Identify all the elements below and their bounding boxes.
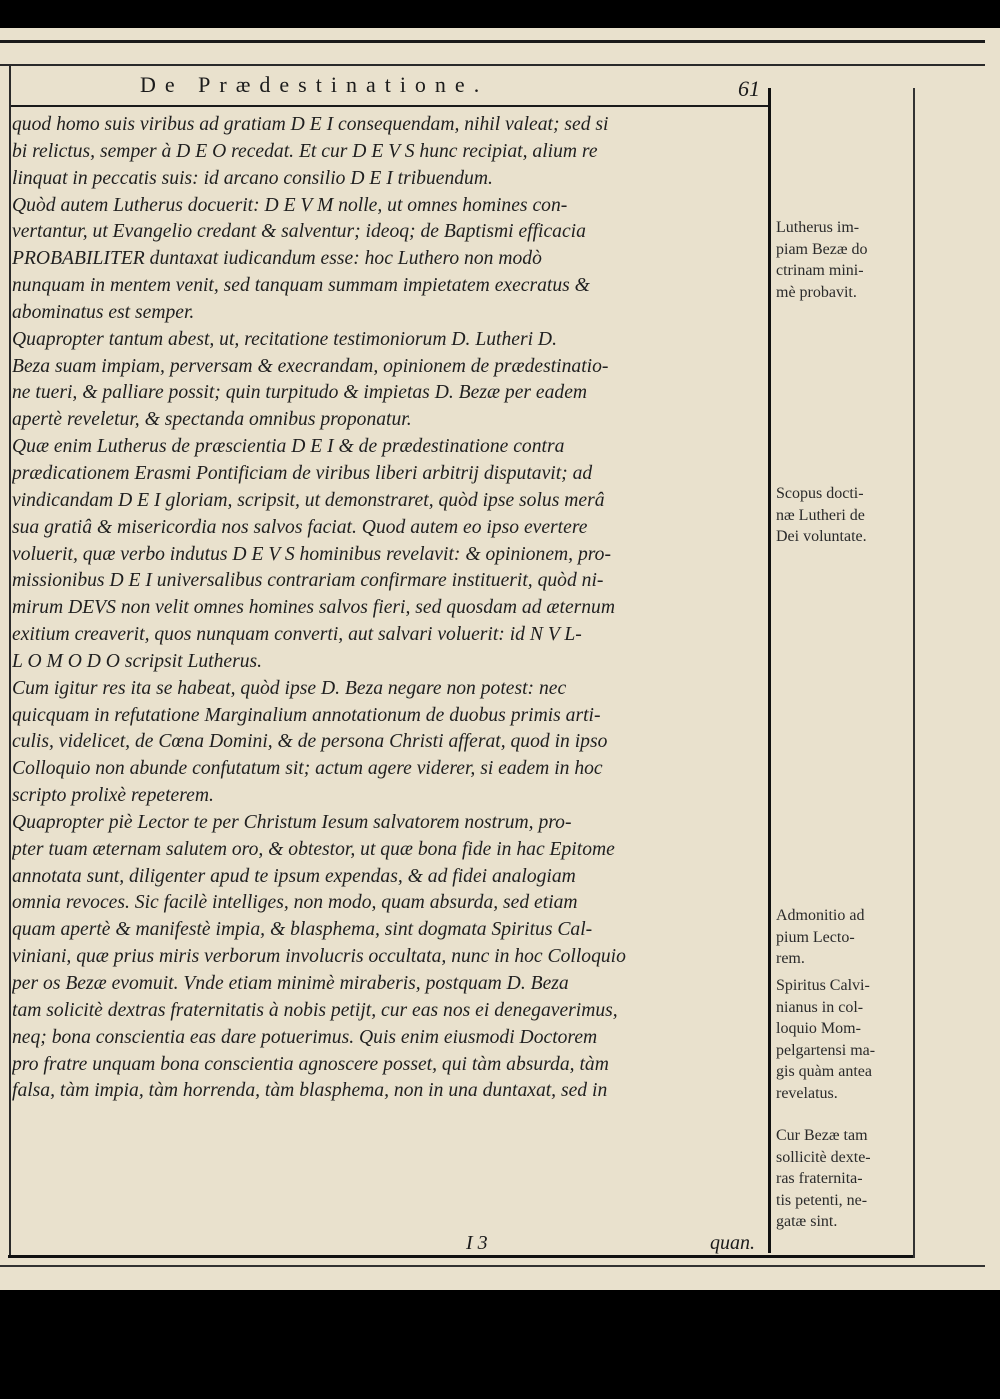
- text-line: linquat in peccatis suis: id arcano consilio D E I tribuendum.: [12, 167, 493, 189]
- text-line: vertantur, ut Evangelio credant & salventur; ideoq; de Baptismi efficacia: [12, 221, 586, 243]
- text-line: scripto prolixè repeterem.: [12, 785, 214, 807]
- text-line: neq; bona conscientia eas dare potuerimus. Quis enim eiusmodi Doctorem: [12, 1026, 598, 1048]
- text-line: ne tueri, & palliare possit; quin turpitudo & impietas D. Bezæ per eadem: [12, 382, 588, 404]
- margin-note-line: Scopus docti-: [776, 485, 864, 502]
- margin-note-line: nianus in col-: [776, 998, 864, 1016]
- bottom-border-rule: [0, 1265, 985, 1267]
- text-line: pro fratre unquam bona conscientia agnoscere posset, qui tàm absurda, tàm: [12, 1053, 609, 1075]
- text-line: prædicationem Erasmi Pontificiam de viribus liberi arbitrij disputavit; ad: [12, 462, 593, 484]
- margin-note-line: pelgartensi ma-: [776, 1041, 876, 1059]
- text-line: quicquam in refutatione Marginalium annotationum de duobus primis arti-: [12, 704, 601, 726]
- text-line: L O M O D O scripsit Lutherus.: [12, 650, 263, 672]
- text-line: missionibus D E I universalibus contrariam confirmare instituerit, quòd ni-: [12, 570, 604, 592]
- catchword: quan.: [710, 1232, 755, 1254]
- text-line: tam solicitè dextras fraternitatis à nobis petijt, cur eas nos ei denegaverimus,: [12, 999, 618, 1021]
- margin-note-line: Dei voluntate.: [776, 528, 867, 545]
- text-line: annotata sunt, diligenter apud te ipsum expendas, & ad fidei analogiam: [12, 865, 576, 887]
- text-line: apertè reveletur, & spectanda omnibus proponatur.: [12, 409, 412, 431]
- margin-note-line: pium Lecto-: [776, 928, 855, 946]
- text-line: voluerit, quæ verbo indutus D E V S hominibus revelavit: & opinionem, pro-: [12, 543, 611, 565]
- margin-note-line: Lutherus im-: [776, 219, 860, 236]
- text-line: Quapropter piè Lector te per Christum Iesum salvatorem nostrum, pro-: [12, 811, 572, 833]
- margin-note-cur-bezae: [776, 1125, 911, 1233]
- text-line: Quapropter tantum abest, ut, recitatione testimoniorum D. Lutheri D.: [12, 328, 557, 350]
- margin-note-line: rem.: [776, 950, 805, 967]
- margin-note-line: tis petenti, ne-: [776, 1191, 868, 1209]
- margin-note-scopus: [776, 483, 911, 548]
- text-line: Quòd autem Lutherus docuerit: D E V M nolle, ut omnes homines con-: [12, 194, 568, 216]
- margin-note-line: gis quàm antea: [776, 1063, 872, 1080]
- text-line: exitium creaverit, quos nunquam converti, aut salvari voluerit: id N V L-: [12, 624, 582, 646]
- running-title: De Prædestinatione.: [140, 72, 489, 97]
- margin-note-line: Spiritus Calvi-: [776, 977, 870, 994]
- text-line: culis, videlicet, de Cœna Domini, & de persona Christi afferat, quod in ipso: [12, 731, 608, 753]
- text-line: vindicandam D E I gloriam, scripsit, ut demonstraret, quòd ipse solus merâ: [12, 489, 605, 511]
- margin-note-line: næ Lutheri de: [776, 506, 865, 524]
- text-line: mirum DEVS non velit omnes homines salvos fieri, sed quosdam ad æternum: [12, 597, 616, 619]
- text-line: viniani, quæ prius miris verborum involucris occultata, nunc in hoc Colloquio: [12, 946, 626, 968]
- signature-mark: I 3: [466, 1232, 488, 1254]
- top-border-rule: [0, 40, 985, 43]
- text-line: sua gratiâ & misericordia nos salvos faciat. Quod autem eo ipso evertere: [12, 516, 588, 538]
- main-text: [12, 112, 764, 1105]
- margin-note-line: piam Bezæ do: [776, 240, 868, 258]
- margin-note-line: revelatus.: [776, 1084, 838, 1102]
- margin-note-line: ras fraternita-: [776, 1170, 863, 1187]
- margin-note-line: loquio Mom-: [776, 1020, 861, 1037]
- text-line: omnia revoces. Sic facilè intelliges, non modo, quam absurda, sed etiam: [12, 892, 578, 914]
- margin-note-line: ctrinam mini-: [776, 262, 864, 279]
- margin-note-admonitio: [776, 905, 911, 970]
- margin-note-line: sollicitè dexte-: [776, 1148, 871, 1166]
- text-line: Quæ enim Lutherus de præscientia D E I & de prædestinatione contra: [12, 436, 565, 458]
- margin-note-line: Admonitio ad: [776, 907, 865, 924]
- left-border-rule: [9, 66, 11, 1256]
- header-top-rule: [0, 64, 985, 66]
- text-line: PROBABILITER duntaxat iudicandum esse: hoc Luthero non modò: [12, 248, 542, 270]
- margin-divider-rule: [768, 88, 771, 1253]
- text-line: bi relictus, semper à D E O recedat. Et cur D E V S hunc recipiat, alium re: [12, 140, 598, 162]
- margin-note-lutherus: [776, 217, 911, 303]
- margin-note-line: mè probavit.: [776, 283, 857, 301]
- margin-note-line: gatæ sint.: [776, 1213, 838, 1230]
- margin-note-line: Cur Bezæ tam: [776, 1127, 868, 1144]
- page-number: 61: [738, 76, 760, 101]
- text-line: Cum igitur res ita se habeat, quòd ipse D. Beza negare non potest: nec: [12, 677, 567, 699]
- text-line: pter tuam æternam salutem oro, & obtestor, ut quæ bona fide in hac Epitome: [12, 838, 615, 860]
- text-line: Beza suam impiam, perversam & execrandam, opinionem de prædestinatio-: [12, 355, 609, 377]
- text-line: quam apertè & manifestè impia, & blasphema, sint dogmata Spiritus Cal-: [12, 919, 593, 941]
- text-line: nunquam in mentem venit, sed tanquam summam impietatem execratus &: [12, 275, 590, 297]
- text-line: quod homo suis viribus ad gratiam D E I consequendam, nihil valeat; sed si: [12, 114, 609, 135]
- text-line: Colloquio non abunde confutatum sit; actum agere viderer, si eadem in hoc: [12, 758, 603, 780]
- text-line: abominatus est semper.: [12, 301, 195, 323]
- bottom-rule: [8, 1255, 913, 1258]
- text-line: per os Bezæ evomuit. Vnde etiam minimè miraberis, postquam D. Beza: [12, 973, 569, 994]
- text-line: falsa, tàm impia, tàm horrenda, tàm blasphema, non in una duntaxat, sed in: [12, 1080, 608, 1102]
- margin-note-spiritus: [776, 975, 911, 1104]
- right-border-rule: [913, 88, 915, 1258]
